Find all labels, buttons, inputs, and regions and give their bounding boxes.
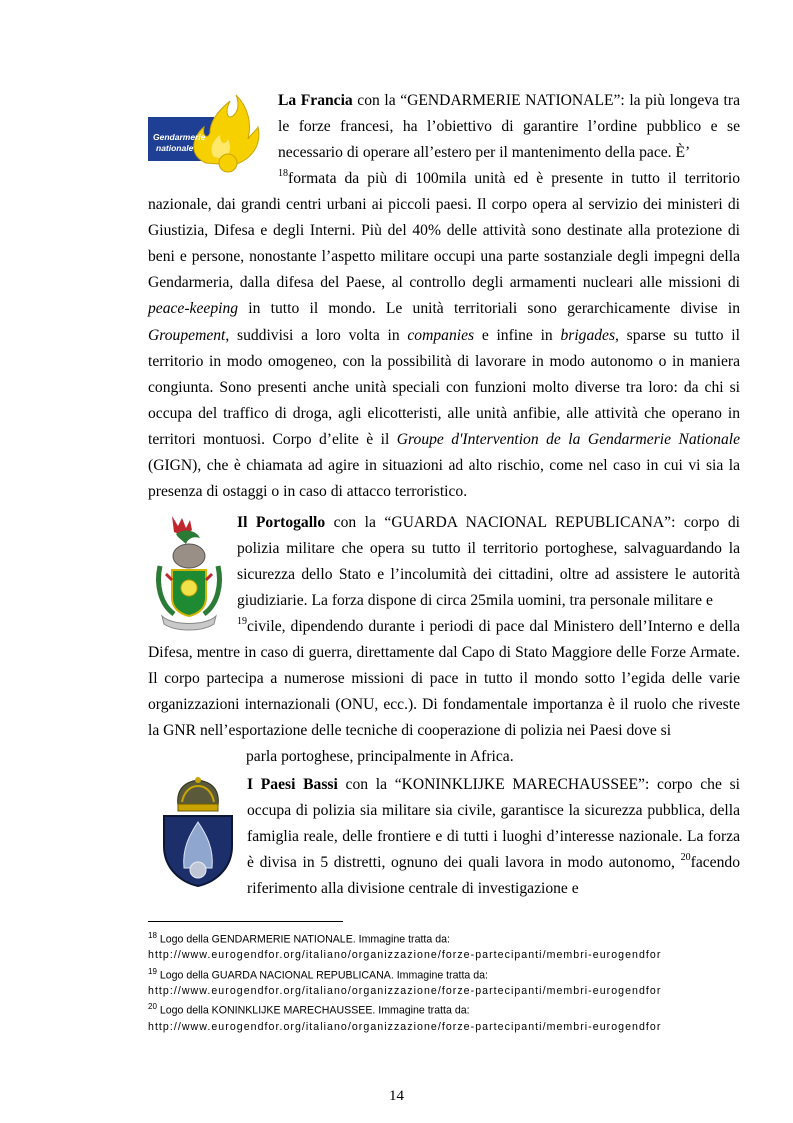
footnote-19: $^{19}$ Logo della GUARDA NACIONAL REPUBLICANA. Immagine tratta da: xyxy=(148,966,488,982)
footnote-separator xyxy=(148,921,343,922)
logo-text-line2: nationale xyxy=(156,143,194,153)
footnote-ref-19: 19 xyxy=(237,615,247,627)
portugal-last-line: parla portoghese, principalmente in Africa. xyxy=(246,748,514,765)
page-number: 14 xyxy=(389,1088,404,1104)
footnote-18: $^{18}$ Logo della GENDARMERIE NATIONALE. Immagine tratta da: xyxy=(148,931,450,946)
footnote-20-url[interactable]: http://www.eurogendfor.org/italiano/organizzazione/forze-partecipanti/membri-eurogendfor xyxy=(148,1020,662,1033)
footnote-20: $^{20}$ Logo della KONINKLIJKE MARECHAUSSEE. Immagine tratta da: xyxy=(148,1002,470,1017)
country-netherlands: I Paesi Bassi xyxy=(247,776,338,793)
footnote-ref-18: 18 xyxy=(278,167,288,179)
marechaussee-shield-logo xyxy=(160,776,236,888)
portugal-intro-paragraph: Il Portogallo con la “GUARDA NACIONAL REPUBLICANA”: corpo di polizia militare che opera su tutto il territorio portoghese, salvaguardando la sicurezza dello Stato e l’incolumità dei cittadini, oltre ad assistere le autorità giudiziarie. La forza dispone di circa 25mila uomini, tra personale militare e xyxy=(237,514,740,610)
footnote-ref-20: 20 xyxy=(680,852,691,864)
country-france: La Francia xyxy=(278,92,353,109)
footnote-18-url[interactable]: http://www.eurogendfor.org/italiano/organizzazione/forze-partecipanti/membri-eurogendfor xyxy=(148,949,662,962)
gendarmerie-logo xyxy=(148,93,268,175)
netherlands-paragraph: I Paesi Bassi con la “KONINKLIJKE MARECHAUSSEE”: corpo che si occupa di polizia sia militare sia civile, garantisce la sicurezza pubblica, della famiglia reale, delle frontiere e di tutti i luoghi d’interesse nazionale. La forza è divisa in 5 distretti, ognuno dei quali lavora in modo autonomo, $^{20}$facendo riferimento alla divisione centrale di investigazione e xyxy=(247,776,740,898)
country-portugal: Il Portogallo xyxy=(237,514,326,531)
france-intro-paragraph: La Francia con la “GENDARMERIE NATIONALE”: la più longeva tra le forze francesi, ha l’obiettivo di garantire l’ordine pubblico e se necessario di operare all’estero per il mantenimento della pace. È’ xyxy=(278,92,740,162)
footnotes xyxy=(148,928,708,1035)
footnote-19-url[interactable]: http://www.eurogendfor.org/italiano/organizzazione/forze-partecipanti/membri-eurogendfor xyxy=(148,984,662,997)
logo-text-line1: Gendarmerie xyxy=(153,132,206,142)
portugal-main-paragraph: $^{19}$civile, dipendendo durante i periodi di pace dal Ministero dell’Interno e della Difesa, mentre in caso di guerra, direttamente dal Capo di Stato Maggiore delle Forze Armate. Il corpo partecipa a numerose missioni di pace in tutto il mondo sotto l’egida delle varie organizzazioni internazionali (ONU, ecc.). Di fondamentale importanza è il ruolo che riveste la GNR nell’esportazione delle tecniche di cooperazione di polizia nei Paesi dove si xyxy=(148,615,740,740)
france-main-paragraph: $^{18}$formata da più di 100mila unità ed è presente in tutto il territorio nazionale, dai grandi centri urbani ai piccoli paesi. Il corpo opera al servizio dei ministeri di Giustizia, Difesa e degli Interni. Più del 40% delle attività sono destinate alla protezione di beni e persone, nonostante l’aspetto militare occupi una parte sostanziale degli impegni della Gendarmeria, dalla difesa del Paese, al controllo degli armamenti nucleari alle missioni di peace-keeping in tutto il mondo. Le unità territoriali sono gerarchicamente divise in Groupement, suddivisi a loro volta in companies e infine in brigades, sparse su tutto il territorio in modo omogeneo, con la possibilità di lavorare in modo autonomo o in maniera congiunta. Sono presenti anche unità speciali con funzioni molto diverse tra loro: da chi si occupa del traffico di droga, agli elicotteristi, alle unità anfibie, alle attività che operano in territori montuosi. Corpo d’elite è il Groupe d'Intervention de la Gendarmerie Nationale (GIGN), che è chiamata ad agire in situazioni ad alto rischio, come nel caso in cui vi sia la presenza di ostaggi o in caso di attacco terroristico. xyxy=(148,167,740,501)
